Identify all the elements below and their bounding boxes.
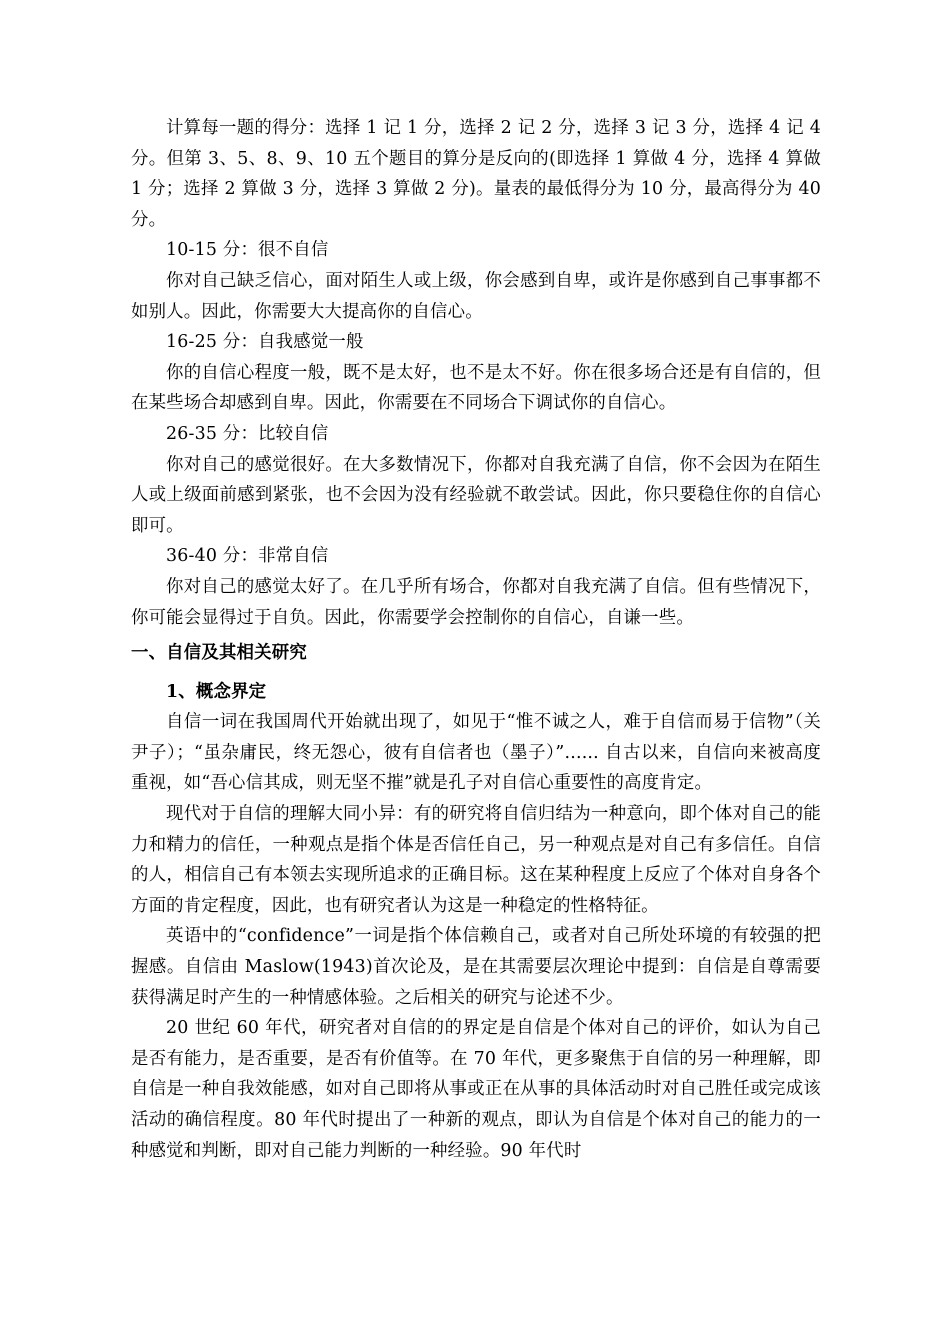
score-range-10-15: 10-15 分：很不自信 (166, 240, 329, 261)
score-desc-26-35: 你对自己的感觉很好。在大多数情况下，你都对自我充满了自信，你不会因为在陌生人或上级面前感到紧张，也不会因为没有经验就不敢尝试。因此，你只要稳住你的自信心即可。 (131, 454, 821, 536)
subsection-heading: 1、概念界定 (166, 681, 267, 702)
body-paragraph: 自信一词在我国周代开始就出现了，如见于“惟不诚之人，难于自信而易于信物”（关尹子）；“虽杂庸民，终无怨心，彼有自信者也（墨子）”...... 自古以来，自信向来被高度重视，如“吾心信其成，则无坚不摧”就是孔子对自信心重要性的高度肯定。 (131, 712, 821, 794)
score-desc-36-40: 你对自己的感觉太好了。在几乎所有场合，你都对自我充满了自信。但有些情况下，你可能会显得过于自负。因此，你需要学会控制你的自信心，自谦一些。 (131, 576, 821, 628)
score-range-26-35: 26-35 分：比较自信 (166, 423, 329, 444)
section-heading: 一、自信及其相关研究 (131, 643, 307, 664)
body-paragraph: 英语中的“confidence”一词是指个体信赖自己，或者对自己所处环境的有较强的把握感。自信由 Maslow(1943)首次论及，是在其需要层次理论中提到：自信是自尊需要获得满足时产生的一种情感体验。之后相关的研究与论述不少。 (131, 926, 821, 1008)
score-desc-10-15: 你对自己缺乏信心，面对陌生人或上级，你会感到自卑，或许是你感到自己事事都不如别人。因此，你需要大大提高你的自信心。 (131, 270, 821, 322)
document-body (131, 113, 821, 1166)
score-range-16-25: 16-25 分：自我感觉一般 (166, 332, 364, 353)
score-desc-16-25: 你的自信心程度一般，既不是太好，也不是太不好。你在很多场合还是有自信的，但在某些场合却感到自卑。因此，你需要在不同场合下调试你的自信心。 (131, 362, 821, 414)
scoring-paragraph: 计算每一题的得分：选择 1 记 1 分，选择 2 记 2 分，选择 3 记 3 分，选择 4 记 4 分。但第 3、5、8、9、10 五个题目的算分是反向的(即选择 1 算做 4 分，选择 4 算做 1 分；选择 2 算做 3 分，选择 3 算做 2 分)。量表的最低得分为 10 分，最高得分为 40 分。 (131, 118, 821, 230)
body-paragraph: 现代对于自信的理解大同小异：有的研究将自信归结为一种意向，即个体对自己的能力和精力的信任，一种观点是指个体是否信任自己，另一种观点是对自己有多信任。自信的人，相信自己有本领去实现所追求的正确目标。这在某种程度上反应了个体对自身各个方面的肯定程度，因此，也有研究者认为这是一种稳定的性格特征。 (131, 804, 821, 916)
body-paragraph: 20 世纪 60 年代，研究者对自信的的界定是自信是个体对自己的评价，如认为自己是否有能力，是否重要，是否有价值等。在 70 年代，更多聚焦于自信的另一种理解，即自信是一种自我效能感，如对自己即将从事或正在从事的具体活动时对自己胜任或完成该活动的确信程度。80 年代时提出了一种新的观点，即认为自信是个体对自己的能力的一种感觉和判断，即对自己能力判断的一种经验。90 年代时 (131, 1018, 821, 1161)
score-range-36-40: 36-40 分：非常自信 (166, 546, 329, 567)
